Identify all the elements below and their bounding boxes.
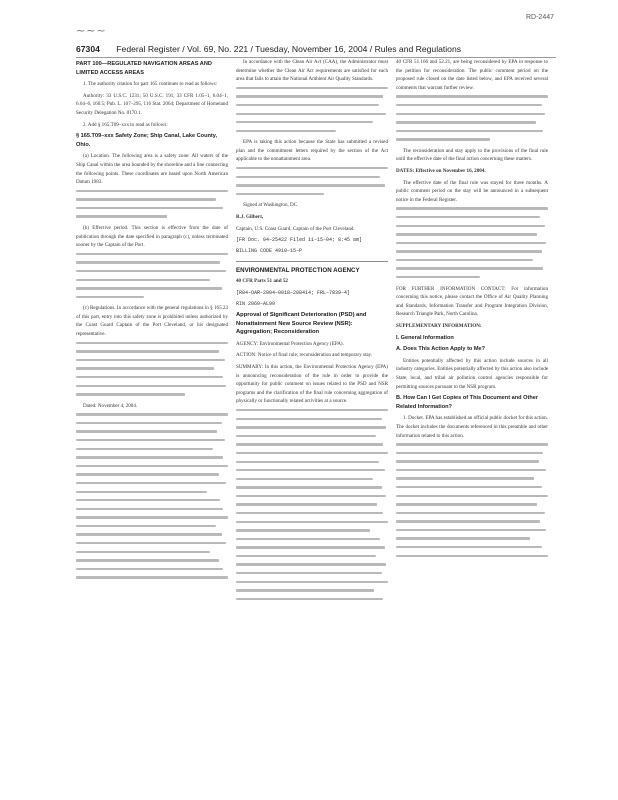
handwritten-mark: ~~~ [76, 24, 107, 37]
running-header [76, 44, 556, 58]
fr-doc-line: [FR Doc. 04–25422 Filed 11–15–04; 8:45 am] [236, 237, 363, 244]
section-heading: I. General Information [396, 334, 454, 341]
paragraph: Dated: November 4, 2004. [83, 402, 138, 409]
text-lines [236, 87, 388, 132]
agency-line: AGENCY: Environmental Protection Agency (EPA). [236, 340, 344, 347]
paragraph: In accordance with the Clean Air Act (CAA), the Administrator must determine whether the Clean Air Act requirements are satisfied for each area that fails to attain the National Ambient Air Quality Standards. [236, 59, 388, 83]
page-number: 67304 [76, 44, 100, 54]
summary-paragraph: SUMMARY: In this action, the Environmental Protection Agency (EPA) is announcing reconsideration of the rule in order to provide the opportunity for public comment on issues related to the PSD and NSR programs and the clarification of the final rule concerning aggregation of physically or functionally related activities at a source. [236, 364, 388, 405]
rin-number: RIN 2060–AL99 [236, 300, 276, 307]
text-lines [76, 190, 228, 218]
paragraph: Signed at Washington, DC. [243, 202, 299, 209]
text-lines [76, 253, 228, 298]
signer-name: R.J. Gilbert, [236, 213, 264, 220]
signer-title: Captain, U.S. Coast Guard, Captain of the Port Cleveland. [236, 225, 355, 232]
text-lines [396, 207, 548, 278]
contact-paragraph: FOR FURTHER INFORMATION CONTACT: For information concerning this notice, please contact the Office of Air Quality Planning and Standards, Information Transfer and Program Integration Division, Research Triangle Park, North Carolina. [396, 285, 548, 318]
text-lines [76, 413, 228, 578]
section-heading: B. How Can I Get Copies of This Document and Other Related Information? [396, 395, 539, 410]
paragraph: 2. Add § 165.T09–xxx to read as follows: [83, 121, 168, 128]
paragraph: (b) Effective period. This section is effective from the date of publication through the date specified in paragraph (c), unless terminated sooner by the Captain of the Port. [76, 225, 228, 249]
paragraph: 1. Docket. EPA has established an official public docket for this action. The docket includes the documents referenced in this preamble and other information related to this action. [396, 415, 548, 439]
section-divider [236, 261, 388, 262]
column-left [76, 58, 228, 788]
cfr-parts: 40 CFR Parts 51 and 52 [236, 278, 288, 285]
document-stamp: RD-2447 [525, 14, 554, 21]
section-heading: § 165.T09–xxx Safety Zone; Ship Canal, Lake County, Ohio. [76, 133, 218, 148]
text-lines [396, 443, 548, 557]
text-lines [76, 342, 228, 396]
supplementary-heading: SUPPLEMENTARY INFORMATION: [396, 322, 482, 329]
paragraph: (c) Regulations. In accordance with the general regulations in § 165.23 of this part, entry into this safety zone is prohibited unless authorized by the Coast Guard Captain of the Port Cleveland, or his designated representative. [76, 305, 228, 338]
column-middle [236, 58, 388, 788]
text-lines [236, 167, 388, 195]
billing-code: BILLING CODE 4910–15–P [236, 247, 303, 254]
action-line: ACTION: Notice of final rule; reconsideration and temporary stay. [236, 352, 373, 359]
paragraph: 40 CFR 51.166 and 52.21, are being reconsidered by EPA in response to the petition for reconsideration. The public comment period on the proposed rule closed on the date listed below, and EPA received several comments that warrant further review. [396, 59, 548, 91]
rule-title: Approval of Significant Deterioration (PSD) and Nonattainment New Source Review (NSR): Aggregation; Reconsideration [236, 312, 367, 336]
section-heading: A. Does This Action Apply to Me? [396, 346, 486, 353]
paragraph: Authority: 33 U.S.C. 1231; 50 U.S.C. 191, 33 CFR 1.05–1, 6.04–1, 6.04–6, 160.5; Pub. L. 107–295, 116 Stat. 2064; Department of Homeland Security Delegation No. 0170.1. [76, 92, 228, 116]
text-lines [396, 95, 548, 140]
paragraph: Entities potentially affected by this action include sources in all industry categories. Entities potentially affected by this action also include State, local, and tribal air pollution control agencies responsible for permitting sources pursuant to the NSR program. [396, 357, 548, 390]
paragraph: The effective date of the final rule was stayed for three months. A public comment period on the stay will be announced in a subsequent notice in the Federal Register. [396, 179, 548, 203]
paragraph: (a) Location. The following area is a safety zone: All waters of the Ship Canal within the area bounded by the shoreline and a line connecting the following points. These coordinates are based upon North American Datum 1983. [76, 153, 228, 186]
docket-number: [R04–OAR–2004–0018–200414; FRL–7839–4] [236, 289, 351, 296]
dates-line: DATES: Effective on November 16, 2004. [396, 168, 486, 175]
paragraph: EPA is taking this action because the State has submitted a revised plan and the commitment letters required by the section of the Act applicable to the nonattainment area. [236, 139, 388, 163]
part-heading: PART 100—REGULATED NAVIGATION AREAS AND LIMITED ACCESS AREAS [76, 61, 212, 76]
text-lines [236, 409, 388, 600]
paragraph: 1. The authority citation for part 165 continues to read as follows: [83, 81, 218, 88]
column-right [396, 58, 548, 788]
agency-heading: ENVIRONMENTAL PROTECTION AGENCY [236, 267, 360, 275]
paragraph: The reconsideration and stay apply to the provisions of the final rule until the effective date of the final action concerning these matters. [396, 147, 548, 163]
header-line: Federal Register / Vol. 69, No. 221 / Tuesday, November 16, 2004 / Rules and Regulations [116, 44, 462, 54]
